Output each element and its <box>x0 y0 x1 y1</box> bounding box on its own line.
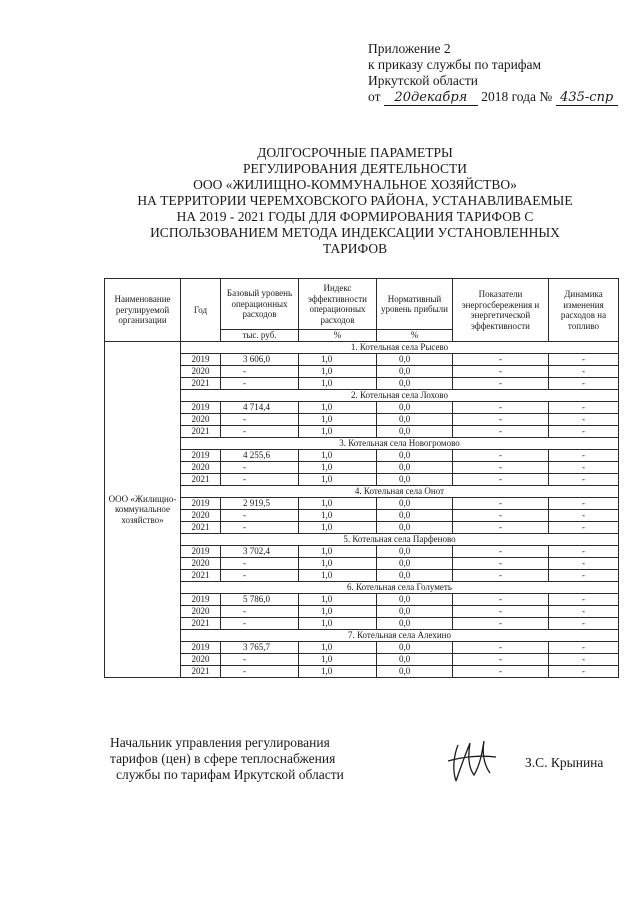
fuel-dynamics-cell: - <box>549 666 619 678</box>
base-level-cell: - <box>221 414 299 426</box>
efficiency-index-cell: 1,0 <box>299 402 377 414</box>
profit-level-cell: 0,0 <box>377 666 453 678</box>
header-efficiency-index: Индекс эффективности операционных расходов <box>299 279 377 330</box>
base-level-cell: 3 702,4 <box>221 546 299 558</box>
section-title: 5. Котельная села Парфеново <box>181 534 619 546</box>
table-row <box>105 642 619 654</box>
profit-level-cell: 0,0 <box>377 618 453 630</box>
title-line: ООО «ЖИЛИЩНО-КОММУНАЛЬНОЕ ХОЗЯЙСТВО» <box>193 177 517 192</box>
efficiency-index-cell: 1,0 <box>299 354 377 366</box>
efficiency-index-cell: 1,0 <box>299 462 377 474</box>
annex-from: от <box>368 89 381 104</box>
table-row <box>105 414 619 426</box>
table-row <box>105 366 619 378</box>
fuel-dynamics-cell: - <box>549 414 619 426</box>
fuel-dynamics-cell: - <box>549 546 619 558</box>
profit-level-cell: 0,0 <box>377 570 453 582</box>
table-row <box>105 594 619 606</box>
table-row <box>105 402 619 414</box>
efficiency-index-cell: 1,0 <box>299 522 377 534</box>
title-line: НА 2019 - 2021 ГОДЫ ДЛЯ ФОРМИРОВАНИЯ ТАРИФОВ С <box>176 209 534 224</box>
profit-level-cell: 0,0 <box>377 654 453 666</box>
fuel-dynamics-cell: - <box>549 522 619 534</box>
fuel-dynamics-cell: - <box>549 474 619 486</box>
table-row <box>105 450 619 462</box>
profit-level-cell: 0,0 <box>377 522 453 534</box>
section-title: 6. Котельная села Голуметь <box>181 582 619 594</box>
unit-percent: % <box>377 330 453 342</box>
annex-year: 2018 года № <box>481 89 553 104</box>
table-row <box>105 522 619 534</box>
efficiency-index-cell: 1,0 <box>299 642 377 654</box>
energy-saving-cell: - <box>453 642 549 654</box>
annex-title: Приложение 2 <box>368 41 451 56</box>
section-row <box>105 486 619 498</box>
signer-name: З.С. Крынина <box>525 755 604 770</box>
profit-level-cell: 0,0 <box>377 402 453 414</box>
annex-block <box>368 41 618 106</box>
title-line: ТАРИФОВ <box>322 241 388 256</box>
year-cell: 2019 <box>181 450 221 462</box>
table-row <box>105 606 619 618</box>
base-level-cell: - <box>221 366 299 378</box>
base-level-cell: 3 606,0 <box>221 354 299 366</box>
parameters-table <box>104 278 619 678</box>
energy-saving-cell: - <box>453 450 549 462</box>
profit-level-cell: 0,0 <box>377 642 453 654</box>
efficiency-index-cell: 1,0 <box>299 558 377 570</box>
energy-saving-cell: - <box>453 654 549 666</box>
efficiency-index-cell: 1,0 <box>299 510 377 522</box>
year-cell: 2019 <box>181 546 221 558</box>
year-cell: 2020 <box>181 654 221 666</box>
year-cell: 2021 <box>181 666 221 678</box>
table-row <box>105 354 619 366</box>
year-cell: 2019 <box>181 642 221 654</box>
signer-position-line-2: тарифов (цен) в сфере теплоснабжения <box>110 751 336 766</box>
base-level-cell: - <box>221 510 299 522</box>
energy-saving-cell: - <box>453 354 549 366</box>
signer-position-line-3: службы по тарифам Иркутской области <box>116 767 344 782</box>
energy-saving-cell: - <box>453 666 549 678</box>
fuel-dynamics-cell: - <box>549 462 619 474</box>
efficiency-index-cell: 1,0 <box>299 606 377 618</box>
energy-saving-cell: - <box>453 546 549 558</box>
base-level-cell: 3 765,7 <box>221 642 299 654</box>
base-level-cell: - <box>221 378 299 390</box>
table-row <box>105 510 619 522</box>
title-line: РЕГУЛИРОВАНИЯ ДЕЯТЕЛЬНОСТИ <box>242 161 468 176</box>
profit-level-cell: 0,0 <box>377 546 453 558</box>
fuel-dynamics-cell: - <box>549 570 619 582</box>
year-cell: 2021 <box>181 522 221 534</box>
header-organization: Наименование регулируемой организации <box>105 279 181 342</box>
fuel-dynamics-cell: - <box>549 558 619 570</box>
profit-level-cell: 0,0 <box>377 426 453 438</box>
title-line: ИСПОЛЬЗОВАНИЕМ МЕТОДА ИНДЕКСАЦИИ УСТАНОВЛЕННЫХ <box>150 225 560 240</box>
efficiency-index-cell: 1,0 <box>299 618 377 630</box>
year-cell: 2021 <box>181 474 221 486</box>
handwritten-date: 20декабря <box>384 91 478 106</box>
energy-saving-cell: - <box>453 606 549 618</box>
title-line: НА ТЕРРИТОРИИ ЧЕРЕМХОВСКОГО РАЙОНА, УСТАНАВЛИВАЕМЫЕ <box>137 193 573 208</box>
profit-level-cell: 0,0 <box>377 414 453 426</box>
section-title: 1. Котельная села Рысево <box>181 342 619 354</box>
base-level-cell: - <box>221 426 299 438</box>
year-cell: 2021 <box>181 426 221 438</box>
fuel-dynamics-cell: - <box>549 378 619 390</box>
profit-level-cell: 0,0 <box>377 378 453 390</box>
signer-position-line-1: Начальник управления регулирования <box>110 735 330 750</box>
energy-saving-cell: - <box>453 510 549 522</box>
document-title <box>80 145 630 257</box>
table-row <box>105 498 619 510</box>
energy-saving-cell: - <box>453 474 549 486</box>
section-title: 2. Котельная села Лохово <box>181 390 619 402</box>
efficiency-index-cell: 1,0 <box>299 378 377 390</box>
header-year: Год <box>181 279 221 342</box>
year-cell: 2020 <box>181 606 221 618</box>
fuel-dynamics-cell: - <box>549 366 619 378</box>
energy-saving-cell: - <box>453 498 549 510</box>
annex-region: Иркутской области <box>368 73 479 88</box>
energy-saving-cell: - <box>453 570 549 582</box>
efficiency-index-cell: 1,0 <box>299 366 377 378</box>
efficiency-index-cell: 1,0 <box>299 546 377 558</box>
base-level-cell: - <box>221 462 299 474</box>
energy-saving-cell: - <box>453 618 549 630</box>
fuel-dynamics-cell: - <box>549 450 619 462</box>
year-cell: 2019 <box>181 594 221 606</box>
year-cell: 2020 <box>181 462 221 474</box>
unit-percent: % <box>299 330 377 342</box>
energy-saving-cell: - <box>453 378 549 390</box>
base-level-cell: - <box>221 522 299 534</box>
profit-level-cell: 0,0 <box>377 510 453 522</box>
energy-saving-cell: - <box>453 462 549 474</box>
efficiency-index-cell: 1,0 <box>299 666 377 678</box>
table-row <box>105 546 619 558</box>
table-row <box>105 462 619 474</box>
energy-saving-cell: - <box>453 522 549 534</box>
section-title: 3. Котельная села Новогромово <box>181 438 619 450</box>
profit-level-cell: 0,0 <box>377 462 453 474</box>
year-cell: 2020 <box>181 414 221 426</box>
table-row <box>105 666 619 678</box>
section-row <box>105 534 619 546</box>
fuel-dynamics-cell: - <box>549 606 619 618</box>
year-cell: 2020 <box>181 366 221 378</box>
header-fuel-dynamics: Динамика изменения расходов на топливо <box>549 279 619 342</box>
year-cell: 2020 <box>181 558 221 570</box>
section-row <box>105 438 619 450</box>
fuel-dynamics-cell: - <box>549 402 619 414</box>
annex-order-ref: к приказу службы по тарифам <box>368 57 542 72</box>
base-level-cell: - <box>221 606 299 618</box>
section-title: 7. Котельная села Алехино <box>181 630 619 642</box>
fuel-dynamics-cell: - <box>549 594 619 606</box>
section-row <box>105 582 619 594</box>
year-cell: 2019 <box>181 498 221 510</box>
profit-level-cell: 0,0 <box>377 606 453 618</box>
fuel-dynamics-cell: - <box>549 354 619 366</box>
title-line: ДОЛГОСРОЧНЫЕ ПАРАМЕТРЫ <box>257 145 453 160</box>
fuel-dynamics-cell: - <box>549 426 619 438</box>
section-row <box>105 630 619 642</box>
base-level-cell: - <box>221 570 299 582</box>
year-cell: 2021 <box>181 618 221 630</box>
energy-saving-cell: - <box>453 366 549 378</box>
fuel-dynamics-cell: - <box>549 498 619 510</box>
base-level-cell: 5 786,0 <box>221 594 299 606</box>
efficiency-index-cell: 1,0 <box>299 570 377 582</box>
header-profit-level: Нормативный уровень прибыли <box>377 279 453 330</box>
efficiency-index-cell: 1,0 <box>299 654 377 666</box>
table-row <box>105 426 619 438</box>
efficiency-index-cell: 1,0 <box>299 498 377 510</box>
base-level-cell: 4 255,6 <box>221 450 299 462</box>
base-level-cell: - <box>221 618 299 630</box>
energy-saving-cell: - <box>453 594 549 606</box>
organization-cell: ООО «Жилищно-коммунальное хозяйство» <box>105 342 181 678</box>
profit-level-cell: 0,0 <box>377 558 453 570</box>
table-row <box>105 558 619 570</box>
year-cell: 2020 <box>181 510 221 522</box>
base-level-cell: - <box>221 558 299 570</box>
fuel-dynamics-cell: - <box>549 642 619 654</box>
base-level-cell: - <box>221 666 299 678</box>
profit-level-cell: 0,0 <box>377 354 453 366</box>
profit-level-cell: 0,0 <box>377 474 453 486</box>
table-row <box>105 570 619 582</box>
efficiency-index-cell: 1,0 <box>299 426 377 438</box>
table-row <box>105 474 619 486</box>
profit-level-cell: 0,0 <box>377 366 453 378</box>
year-cell: 2019 <box>181 354 221 366</box>
energy-saving-cell: - <box>453 414 549 426</box>
handwritten-number: 435-спр <box>556 91 618 106</box>
annex-date-line <box>368 89 618 106</box>
year-cell: 2019 <box>181 402 221 414</box>
base-level-cell: 4 714,4 <box>221 402 299 414</box>
table-row <box>105 618 619 630</box>
profit-level-cell: 0,0 <box>377 594 453 606</box>
signature-block <box>110 735 344 783</box>
header-energy-saving: Показатели энергосбережения и энергетической эффективности <box>453 279 549 342</box>
year-cell: 2021 <box>181 378 221 390</box>
fuel-dynamics-cell: - <box>549 618 619 630</box>
section-title: 4. Котельная села Онот <box>181 486 619 498</box>
base-level-cell: - <box>221 654 299 666</box>
profit-level-cell: 0,0 <box>377 498 453 510</box>
handwritten-signature <box>440 735 500 785</box>
energy-saving-cell: - <box>453 558 549 570</box>
section-row <box>105 390 619 402</box>
table-row <box>105 654 619 666</box>
table-row <box>105 378 619 390</box>
energy-saving-cell: - <box>453 426 549 438</box>
fuel-dynamics-cell: - <box>549 510 619 522</box>
base-level-cell: - <box>221 474 299 486</box>
year-cell: 2021 <box>181 570 221 582</box>
section-row <box>105 342 619 354</box>
efficiency-index-cell: 1,0 <box>299 414 377 426</box>
efficiency-index-cell: 1,0 <box>299 474 377 486</box>
base-level-cell: 2 919,5 <box>221 498 299 510</box>
unit-thousand-rub: тыс. руб. <box>221 330 299 342</box>
energy-saving-cell: - <box>453 402 549 414</box>
efficiency-index-cell: 1,0 <box>299 594 377 606</box>
header-base-level: Базовый уровень операционных расходов <box>221 279 299 330</box>
fuel-dynamics-cell: - <box>549 654 619 666</box>
profit-level-cell: 0,0 <box>377 450 453 462</box>
efficiency-index-cell: 1,0 <box>299 450 377 462</box>
